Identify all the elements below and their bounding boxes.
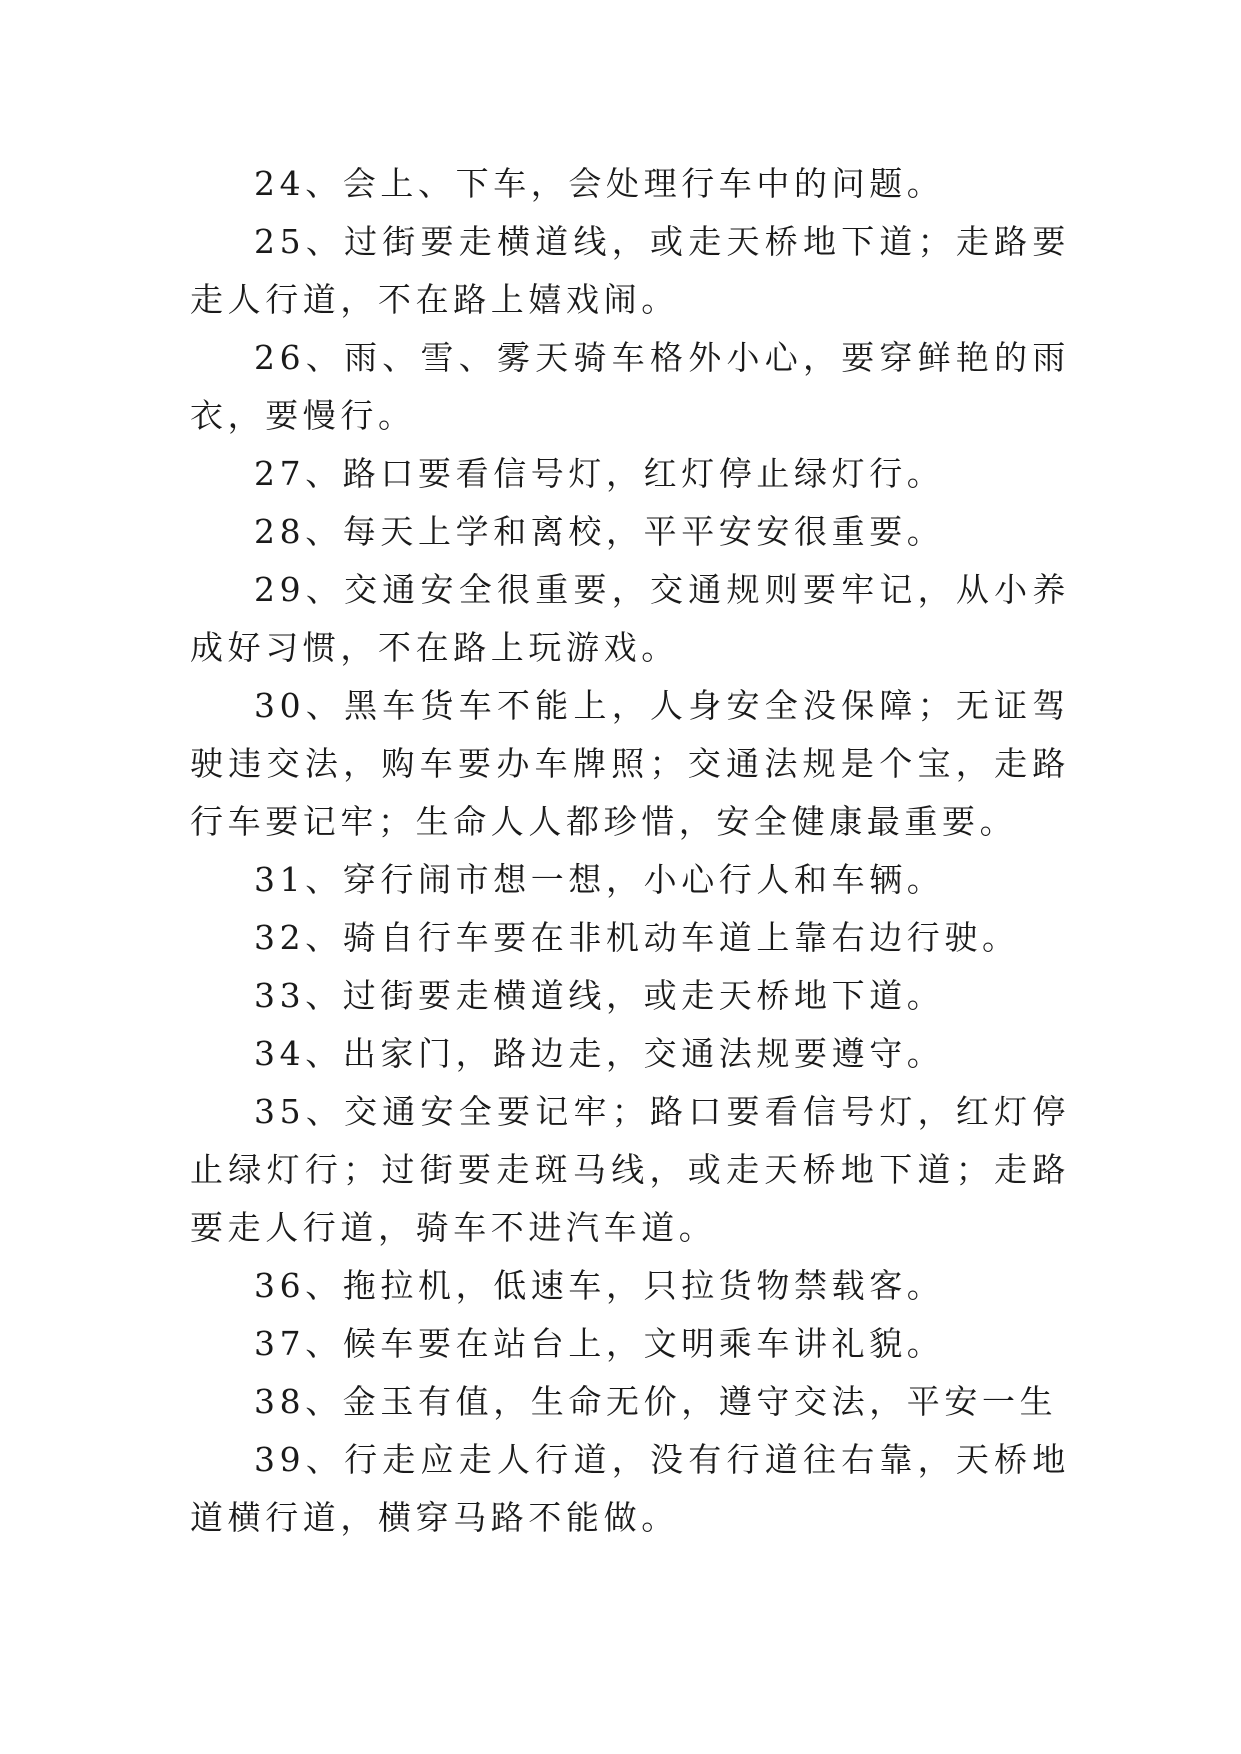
paragraph-27: 27、路口要看信号灯，红灯停止绿灯行。 — [254, 454, 945, 493]
paragraph-30: 30、黑车货车不能上，人身安全没保障；无证驾驶违交法，购车要办车牌照；交通法规是个宝，走路行车要记牢；生命人人都珍惜，安全健康最重要。 — [190, 686, 1070, 841]
paragraph-33: 33、过街要走横道线，或走天桥地下道。 — [254, 976, 945, 1015]
paragraph-37: 37、候车要在站台上，文明乘车讲礼貌。 — [254, 1324, 945, 1363]
paragraph-35: 35、交通安全要记牢；路口要看信号灯，红灯停止绿灯行；过街要走斑马线，或走天桥地下道；走路要走人行道，骑车不进汽车道。 — [190, 1092, 1070, 1247]
paragraph-24: 24、会上、下车，会处理行车中的问题。 — [254, 164, 945, 203]
paragraph-29: 29、交通安全很重要，交通规则要牢记，从小养成好习惯，不在路上玩游戏。 — [190, 570, 1070, 667]
paragraph-32: 32、骑自行车要在非机动车道上靠右边行驶。 — [254, 918, 1020, 957]
paragraph-31: 31、穿行闹市想一想，小心行人和车辆。 — [254, 860, 945, 899]
paragraph-28: 28、每天上学和离校，平平安安很重要。 — [254, 512, 945, 551]
paragraph-26: 26、雨、雪、雾天骑车格外小心，要穿鲜艳的雨衣，要慢行。 — [190, 338, 1070, 435]
paragraph-38: 38、金玉有值，生命无价，遵守交法，平安一生 — [254, 1382, 1058, 1421]
document-body — [190, 155, 1070, 1547]
paragraph-39: 39、行走应走人行道，没有行道往右靠，天桥地道横行道，横穿马路不能做。 — [190, 1440, 1070, 1537]
paragraph-25: 25、过街要走横道线，或走天桥地下道；走路要走人行道，不在路上嬉戏闹。 — [190, 222, 1070, 319]
paragraph-34: 34、出家门，路边走，交通法规要遵守。 — [254, 1034, 945, 1073]
paragraph-36: 36、拖拉机，低速车，只拉货物禁载客。 — [254, 1266, 945, 1305]
